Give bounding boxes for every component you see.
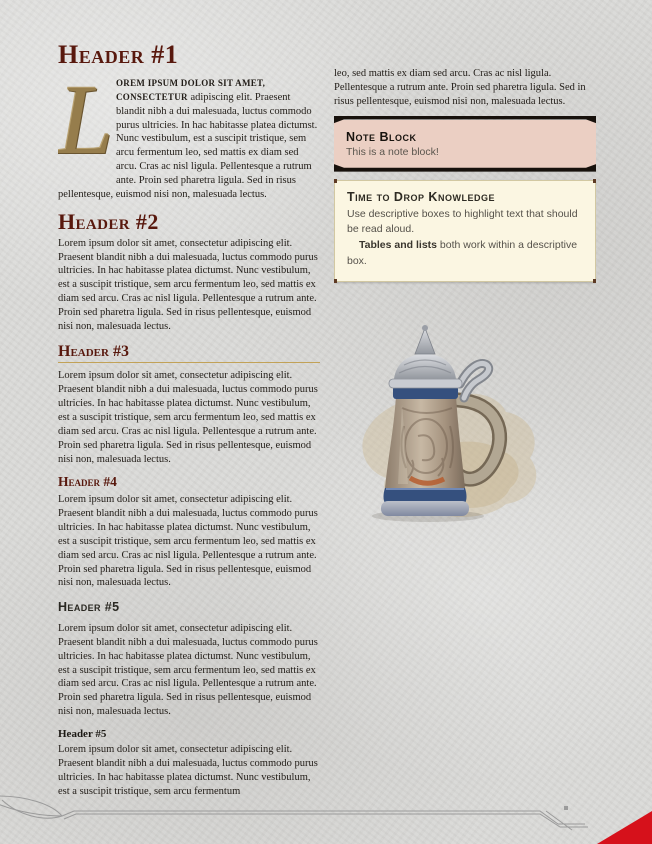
corner-dot (593, 279, 596, 283)
right-column (334, 40, 596, 818)
paragraph: Lorem ipsum dolor sit amet, consectetur adipiscing elit. Praesent blandit nibh a dui malesuada, luctus commodo purus ultricies. In hac habitasse platea dictumst. Nunc vestibulum, est a suscipit tristique, sem arcu fermentum leo, sed mattis ex diam sed arcu. Cras ac nisl ligula. Pellentesque a rutrum ante. Proin sed pharetra ligula. Sed in risus pellentesque, euismod nisi non, malesuada lectus. (58, 370, 318, 465)
beer-stein-illustration (338, 308, 596, 535)
page-content (58, 40, 596, 818)
paragraph-truncated: Lorem ipsum dolor sit amet, consectetur adipiscing elit. Praesent blandit nibh a dui malesuada, luctus commodo purus ultricies. In hac habitasse platea dictumst. Nunc vestibulum, est a suscipit tristique, sem arcu fermentum (58, 744, 318, 797)
corner-dot (334, 279, 337, 283)
heading-4: Header #4 (58, 474, 117, 490)
note-block (334, 120, 596, 168)
descriptive-box-title: Time to Drop Knowledge (347, 189, 495, 204)
note-block-body: This is a note block! (346, 145, 439, 158)
beer-stein-svg (338, 308, 550, 530)
paragraph: Lorem ipsum dolor sit amet, consectetur adipiscing elit. Praesent blandit nibh a dui malesuada, luctus commodo purus ultricies. In hac habitasse platea dictumst. Nunc vestibulum, est a suscipit tristique, sem arcu fermentum leo, sed mattis ex diam sed arcu. Cras ac nisl ligula. Pellentesque a rutrum ante. Proin sed pharetra ligula. Sed in risus pellentesque, euismod nisi non, malesuada lectus. (58, 622, 318, 718)
descriptive-box-text-rest: both work within a descriptive box. (347, 239, 578, 267)
paragraph-text: adipiscing elit. Praesent blandit nibh a dui malesuada, luctus commodo purus ultricies. In hac habitasse platea dictumst. Nunc vestibulum, est a suscipit tristique, sem arcu fermentum leo, sed mattis ex diam sed arcu. Cras ac nisl ligula. Pellentesque a rutrum ante. Proin sed pharetra ligula. Sed in risus pellentesque, euismod nisi non, malesuada lectus. (58, 91, 318, 200)
heading-6: Header #5 (58, 727, 107, 740)
heading-2: Header #2 (58, 208, 159, 234)
paragraph: Lorem ipsum dolor sit amet, consectetur adipiscing elit. Praesent blandit nibh a dui malesuada, luctus commodo purus ultricies. In hac habitasse platea dictumst. Nunc vestibulum, est a suscipit tristique, sem arcu fermentum leo, sed mattis ex diam sed arcu. Cras ac nisl ligula. Pellentesque a rutrum ante. Proin sed pharetra ligula. Sed in risus pellentesque, euismod nisi non, malesuada lectus. (58, 237, 318, 332)
note-block-title: Note Block (346, 129, 417, 144)
paragraph-continuation: leo, sed mattis ex diam sed arcu. Cras ac nisl ligula. Pellentesque a rutrum ante. Proin sed pharetra ligula. Sed in risus pellentesque, euismod nisi non, malesuada lectus. (334, 68, 586, 107)
corner-dot (334, 179, 337, 183)
left-column (58, 40, 320, 818)
descriptive-box-bold-lead: Tables and lists (359, 239, 437, 252)
descriptive-box-text: Use descriptive boxes to highlight text that should be read aloud. (347, 207, 578, 236)
heading-5: Header #5 (58, 600, 120, 615)
descriptive-box-text (347, 238, 583, 270)
paragraph-lede: OREM IPSUM DOLOR SIT AMET, CONSECTETUR (116, 78, 266, 102)
footer-dot (564, 806, 568, 810)
footer-leaf-icon (0, 796, 62, 818)
ornate-dropcap-letter: L (58, 64, 114, 175)
descriptive-box (334, 180, 596, 282)
heading-3: Header #3 (58, 343, 320, 364)
footer-red-triangle (597, 811, 652, 844)
paragraph-dropcap (58, 64, 320, 202)
paragraph: Lorem ipsum dolor sit amet, consectetur adipiscing elit. Praesent blandit nibh a dui malesuada, luctus commodo purus ultricies. In hac habitasse platea dictumst. Nunc vestibulum, est a suscipit tristique, sem arcu fermentum leo, sed mattis ex diam sed arcu. Cras ac nisl ligula. Pellentesque a rutrum ante. Proin sed pharetra ligula. Sed in risus pellentesque, euismod nisi non, malesuada lectus. (58, 494, 318, 589)
footer-ornament (0, 792, 652, 844)
heading-1: Header #1 (58, 40, 179, 69)
corner-dot (593, 179, 596, 183)
